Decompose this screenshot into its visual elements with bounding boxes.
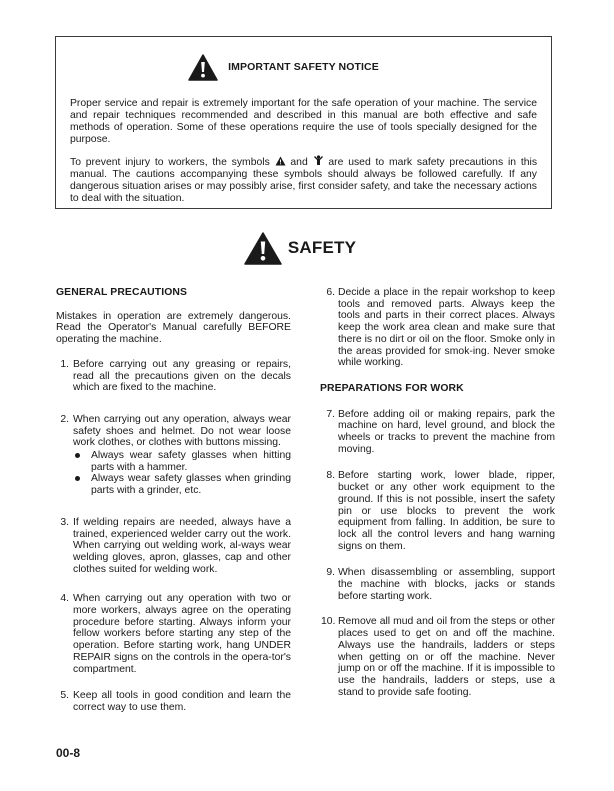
bullet-item <box>73 473 291 496</box>
general-precautions-intro: Mistakes in operation are extremely dangerous. Read the Operator's Manual carefully BEFORE operating the machine. <box>56 310 291 346</box>
important-safety-notice-box <box>55 36 552 209</box>
list-item <box>56 690 291 713</box>
left-column <box>56 287 291 714</box>
notice-header <box>56 52 551 82</box>
caution-person-icon <box>313 155 324 166</box>
list-item <box>321 616 555 698</box>
list-item <box>56 517 291 576</box>
list-item <box>56 359 291 394</box>
warning-triangle-icon <box>244 232 282 265</box>
item-text: When disassembling or assembling, support the machine with blocks, jacks or stands before starting work. <box>338 567 555 602</box>
bullet-list <box>73 450 291 497</box>
page-number: 00-8 <box>56 746 81 760</box>
list-item <box>56 414 291 497</box>
bullet-text: Always wear safety glasses when hitting parts with a hammer. <box>91 450 291 473</box>
list-item <box>321 567 555 602</box>
item-text: Before adding oil or making repairs, park the machine on hard, level ground, and block the wheels or tracks to prevent the machine from moving. <box>338 408 555 455</box>
item-number: 7. <box>326 408 335 420</box>
item-number: 2. <box>60 413 69 425</box>
warning-triangle-icon <box>275 156 286 166</box>
bullet-text: Always wear safety glasses when grinding parts with a grinder, etc. <box>91 473 291 497</box>
item-number: 3. <box>60 516 69 528</box>
bullet-dot-icon <box>75 453 80 458</box>
bullet-dot-icon <box>75 476 80 481</box>
item-number: 4. <box>60 593 69 605</box>
item-number: 1. <box>60 358 69 370</box>
item-text: When carrying out any operation with two or more workers, always agree on the operating procedure before starting. Always inform your fellow workers before starting any step of the operation. Before starting work, hang UNDER REPAIR signs on the controls in the opera-tor's compartment. <box>73 593 291 675</box>
safety-title: SAFETY <box>287 238 357 257</box>
general-precautions-title: GENERAL PRECAUTIONS <box>56 287 188 298</box>
item-text: Remove all mud and oil from the steps or other places used to get on and off the machine. Always use the handrails, ladders or steps when getting on or off the machine. Never jump on or off the machine. If it is impossible to use the handrails, ladders or steps, use a stand to provide safe footing. <box>338 616 555 698</box>
notice-p2-text-and: and <box>290 157 308 168</box>
notice-paragraph-2 <box>70 155 537 205</box>
item-text: Before starting work, lower blade, ripper, bucket or any other work equipment to the ground. If this is not possible, insert the safety pin or use blocks to prevent the work equipment from falling. In addition, be sure to lock all the control levers and hang warning signs on them. <box>338 470 555 552</box>
item-text: When carrying out any operation, always wear safety shoes and helmet. Do not wear loose work clothes, or clothes with buttons missing. <box>73 413 291 449</box>
notice-paragraph-1: Proper service and repair is extremely important for the safe operation of your machine. The service and repair techniques recommended and described in this manual are both effective and safe methods of operation. Some of these operations require the use of tools specially designed for the purpose. <box>70 98 537 146</box>
list-item <box>321 287 555 369</box>
list-item <box>321 470 555 552</box>
list-item <box>56 593 291 675</box>
notice-p2-text-after: are used to mark safety precautions in this manual. The cautions accompanying these symbols should always be followed carefully. If any dangerous situation arises or may possibly arise, first consider safety, and take the necessary actions to deal with the situation. <box>70 157 538 205</box>
item-number: 10. <box>321 616 336 628</box>
item-text: If welding repairs are needed, always have a trained, experienced welder carry out the work. When carrying out welding work, al-ways wear welding gloves, apron, glasses, cap and other clothes suited for welding work. <box>73 516 291 575</box>
item-number: 9. <box>326 567 335 579</box>
right-column <box>321 287 555 698</box>
item-text: Keep all tools in good condition and learn the correct way to use them. <box>73 690 291 713</box>
item-text: Before carrying out any greasing or repairs, read all the precautions given on the decals which are fixed to the machine. <box>73 358 291 394</box>
bullet-item <box>73 450 291 473</box>
safety-heading <box>0 228 614 268</box>
notice-p2-text-before: To prevent injury to workers, the symbols <box>70 157 270 168</box>
preparations-title: PREPARATIONS FOR WORK <box>320 382 464 394</box>
item-number: 8. <box>326 470 335 482</box>
warning-triangle-icon <box>188 54 218 81</box>
list-item <box>321 409 555 456</box>
notice-title: IMPORTANT SAFETY NOTICE <box>228 61 379 73</box>
item-number: 5. <box>60 690 69 702</box>
item-text: Decide a place in the repair workshop to keep tools and removed parts. Always keep the tools and parts in their correct places. Always keep the work area clean and make sure that there is no dirt or oil on the floor. Smoke only in the areas provided for smok-ing. Never smoke while working. <box>338 287 555 369</box>
item-number: 6. <box>326 287 335 298</box>
